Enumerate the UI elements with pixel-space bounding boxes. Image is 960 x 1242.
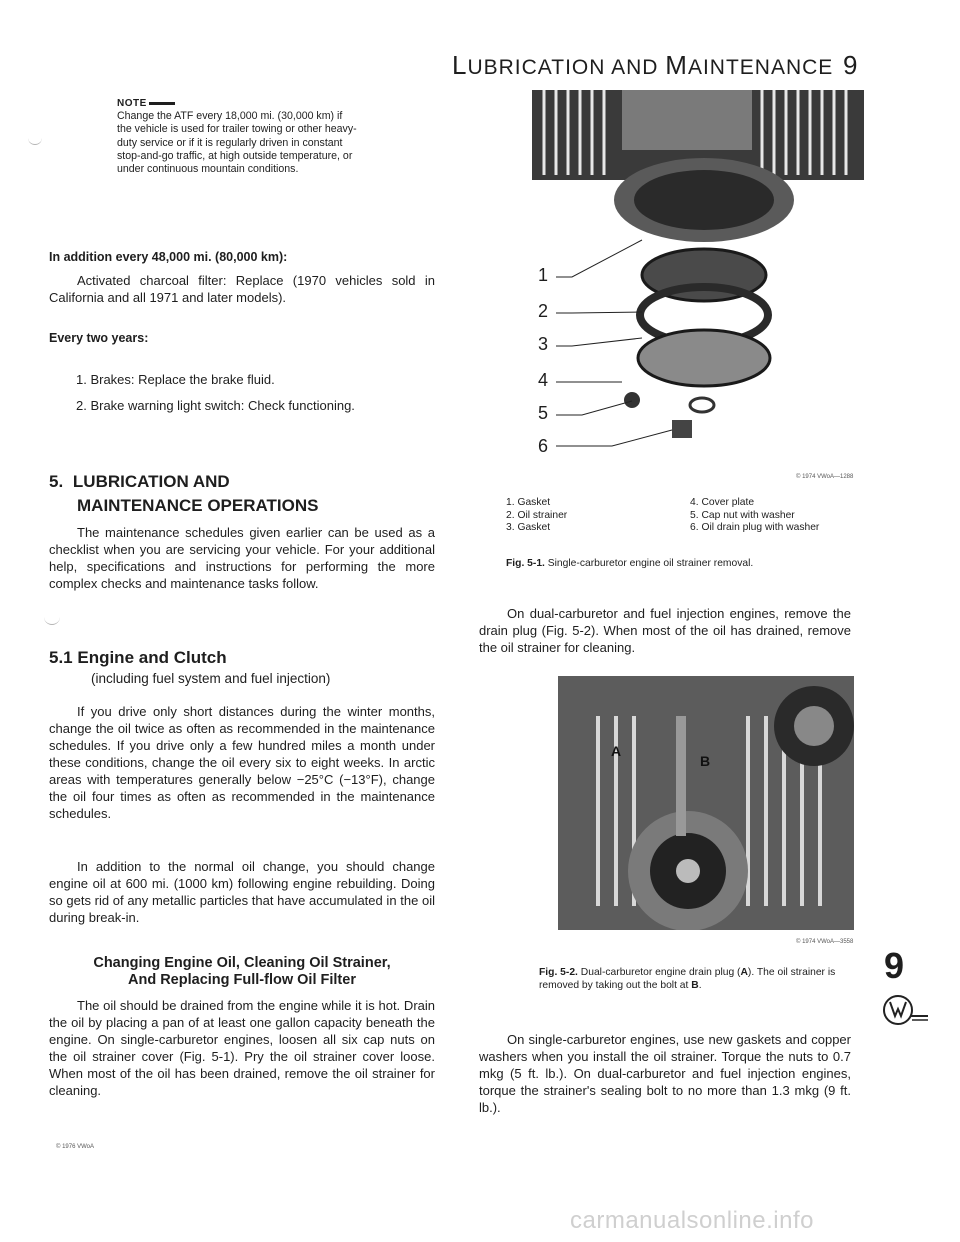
fig-5-1-credit: © 1974 VWoA—1288: [796, 474, 854, 480]
fig-5-2-label-a: A: [611, 743, 622, 759]
torque-para: On single-carburetor engines, use new gaskets and copper washers when you install the oil strainer. Torque the nuts to 0.7 mkg (5 ft. lb.). On dual-carburetor and fuel injection engines, torque the strainer's sealing bolt to no more than 1.3 mkg (9 ft. lb.).: [479, 1032, 851, 1115]
fig-5-2-label-b: B: [700, 753, 711, 769]
note-label: NOTE: [117, 97, 357, 110]
two-years-item-1: 1. Brakes: Replace the brake fluid.: [76, 372, 275, 387]
fig-5-1-legend-left: 1. Gasket 2. Oil strainer 3. Gasket: [506, 497, 568, 533]
site-watermark: carmanualsonline.info: [570, 1207, 814, 1234]
section-51-title: 5.1 Engine and Clutch: [49, 648, 227, 667]
copyright-notice: © 1976 VWoA: [56, 1144, 94, 1150]
section-51-para-2: In addition to the normal oil change, you should change engine oil at 600 mi. (1000 km) following engine rebuilding. Doing so gets rid of any metallic particles that have accumulated in the oil during break-in.: [49, 859, 435, 925]
fig-5-1-label-4: 4: [538, 370, 549, 390]
section-5-title: 5. LUBRICATION AND MAINTENANCE OPERATIONS: [49, 472, 319, 515]
changing-oil-text: The oil should be drained from the engine while it is hot. Drain the oil by placing a pan of at least one gallon capacity beneath the engine. On single-carburetor engines, loosen all six cap nuts on the oil strainer cover (Fig. 5-1). Pry the oil strainer cover loose. When most of the oil has been drained, remove the oil strainer for cleaning.: [49, 998, 435, 1098]
chapter-tab-number: 9: [884, 945, 905, 986]
note-text: Change the ATF every 18,000 mi. (30,000 km) if the vehicle is used for trailer towing or other heavy-duty service or if it is regularly driven in constant stop-and-go traffic, at high outside temperature, or under continuous mountain conditions.: [117, 110, 357, 176]
scan-mark: [44, 612, 60, 625]
fig-5-1-label-5: 5: [538, 403, 549, 423]
two-years-heading: Every two years:: [49, 331, 149, 345]
fig-5-1-label-1: 1: [538, 265, 549, 285]
fig-5-1-label-6: 6: [538, 436, 549, 456]
note-block: [117, 97, 357, 176]
fig-5-2-credit: © 1974 VWoA—3558: [796, 939, 854, 945]
running-header: LUBRICATION AND MAINTENANCE: [452, 50, 834, 80]
fig-5-1-label-2: 2: [538, 301, 549, 321]
fig-5-2-photo: [558, 676, 854, 930]
section-51-subtitle: (including fuel system and fuel injection): [91, 671, 331, 686]
fig-5-1-photo: [532, 90, 864, 462]
fig-5-1-legend-right: 4. Cover plate 5. Cap nut with washer 6. Oil drain plug with washer: [690, 497, 820, 533]
scan-mark: [28, 132, 42, 145]
section-5-text: The maintenance schedules given earlier can be used as a checklist when you are servicing your vehicle. For your additional help, specifications and instructions for performing the more complex checks and maintenance tasks follow.: [49, 525, 435, 591]
two-years-item-2: 2. Brake warning light switch: Check functioning.: [76, 398, 355, 413]
page-number: 9: [843, 50, 858, 80]
changing-oil-heading: Changing Engine Oil, Cleaning Oil Strainer, And Replacing Full-flow Oil Filter: [93, 955, 391, 988]
fig-5-1-label-3: 3: [538, 334, 549, 354]
dual-carb-para: On dual-carburetor and fuel injection engines, remove the drain plug (Fig. 5-2). When most of the oil has drained, remove the oil strainer for cleaning.: [479, 606, 851, 655]
fig-5-2-caption: Fig. 5-2. Dual-carburetor engine drain plug (A). The oil strainer is removed by taking out the bolt at B.: [539, 967, 836, 991]
drain-plug-photo-illustration: [558, 676, 854, 930]
fig-5-1-caption: Fig. 5-1. Single-carburetor engine oil strainer removal.: [506, 558, 754, 569]
vw-logo-icon: [882, 990, 930, 1030]
interval-48k-text: Activated charcoal filter: Replace (1970 vehicles sold in California and all 1971 and later models).: [49, 273, 435, 305]
interval-48k-heading: In addition every 48,000 mi. (80,000 km):: [49, 250, 288, 264]
section-51-para-1: If you drive only short distances during the winter months, change the oil twice as often as recommended in the maintenance schedules. If you drive only a few hundred miles a month under these conditions, change the oil every six to eight weeks. In arctic areas with temperatures generally below −25°C (−13°F), change the oil four times as often as recommended in the maintenance schedules.: [49, 704, 435, 821]
oil-strainer-exploded-illustration: [532, 90, 864, 462]
